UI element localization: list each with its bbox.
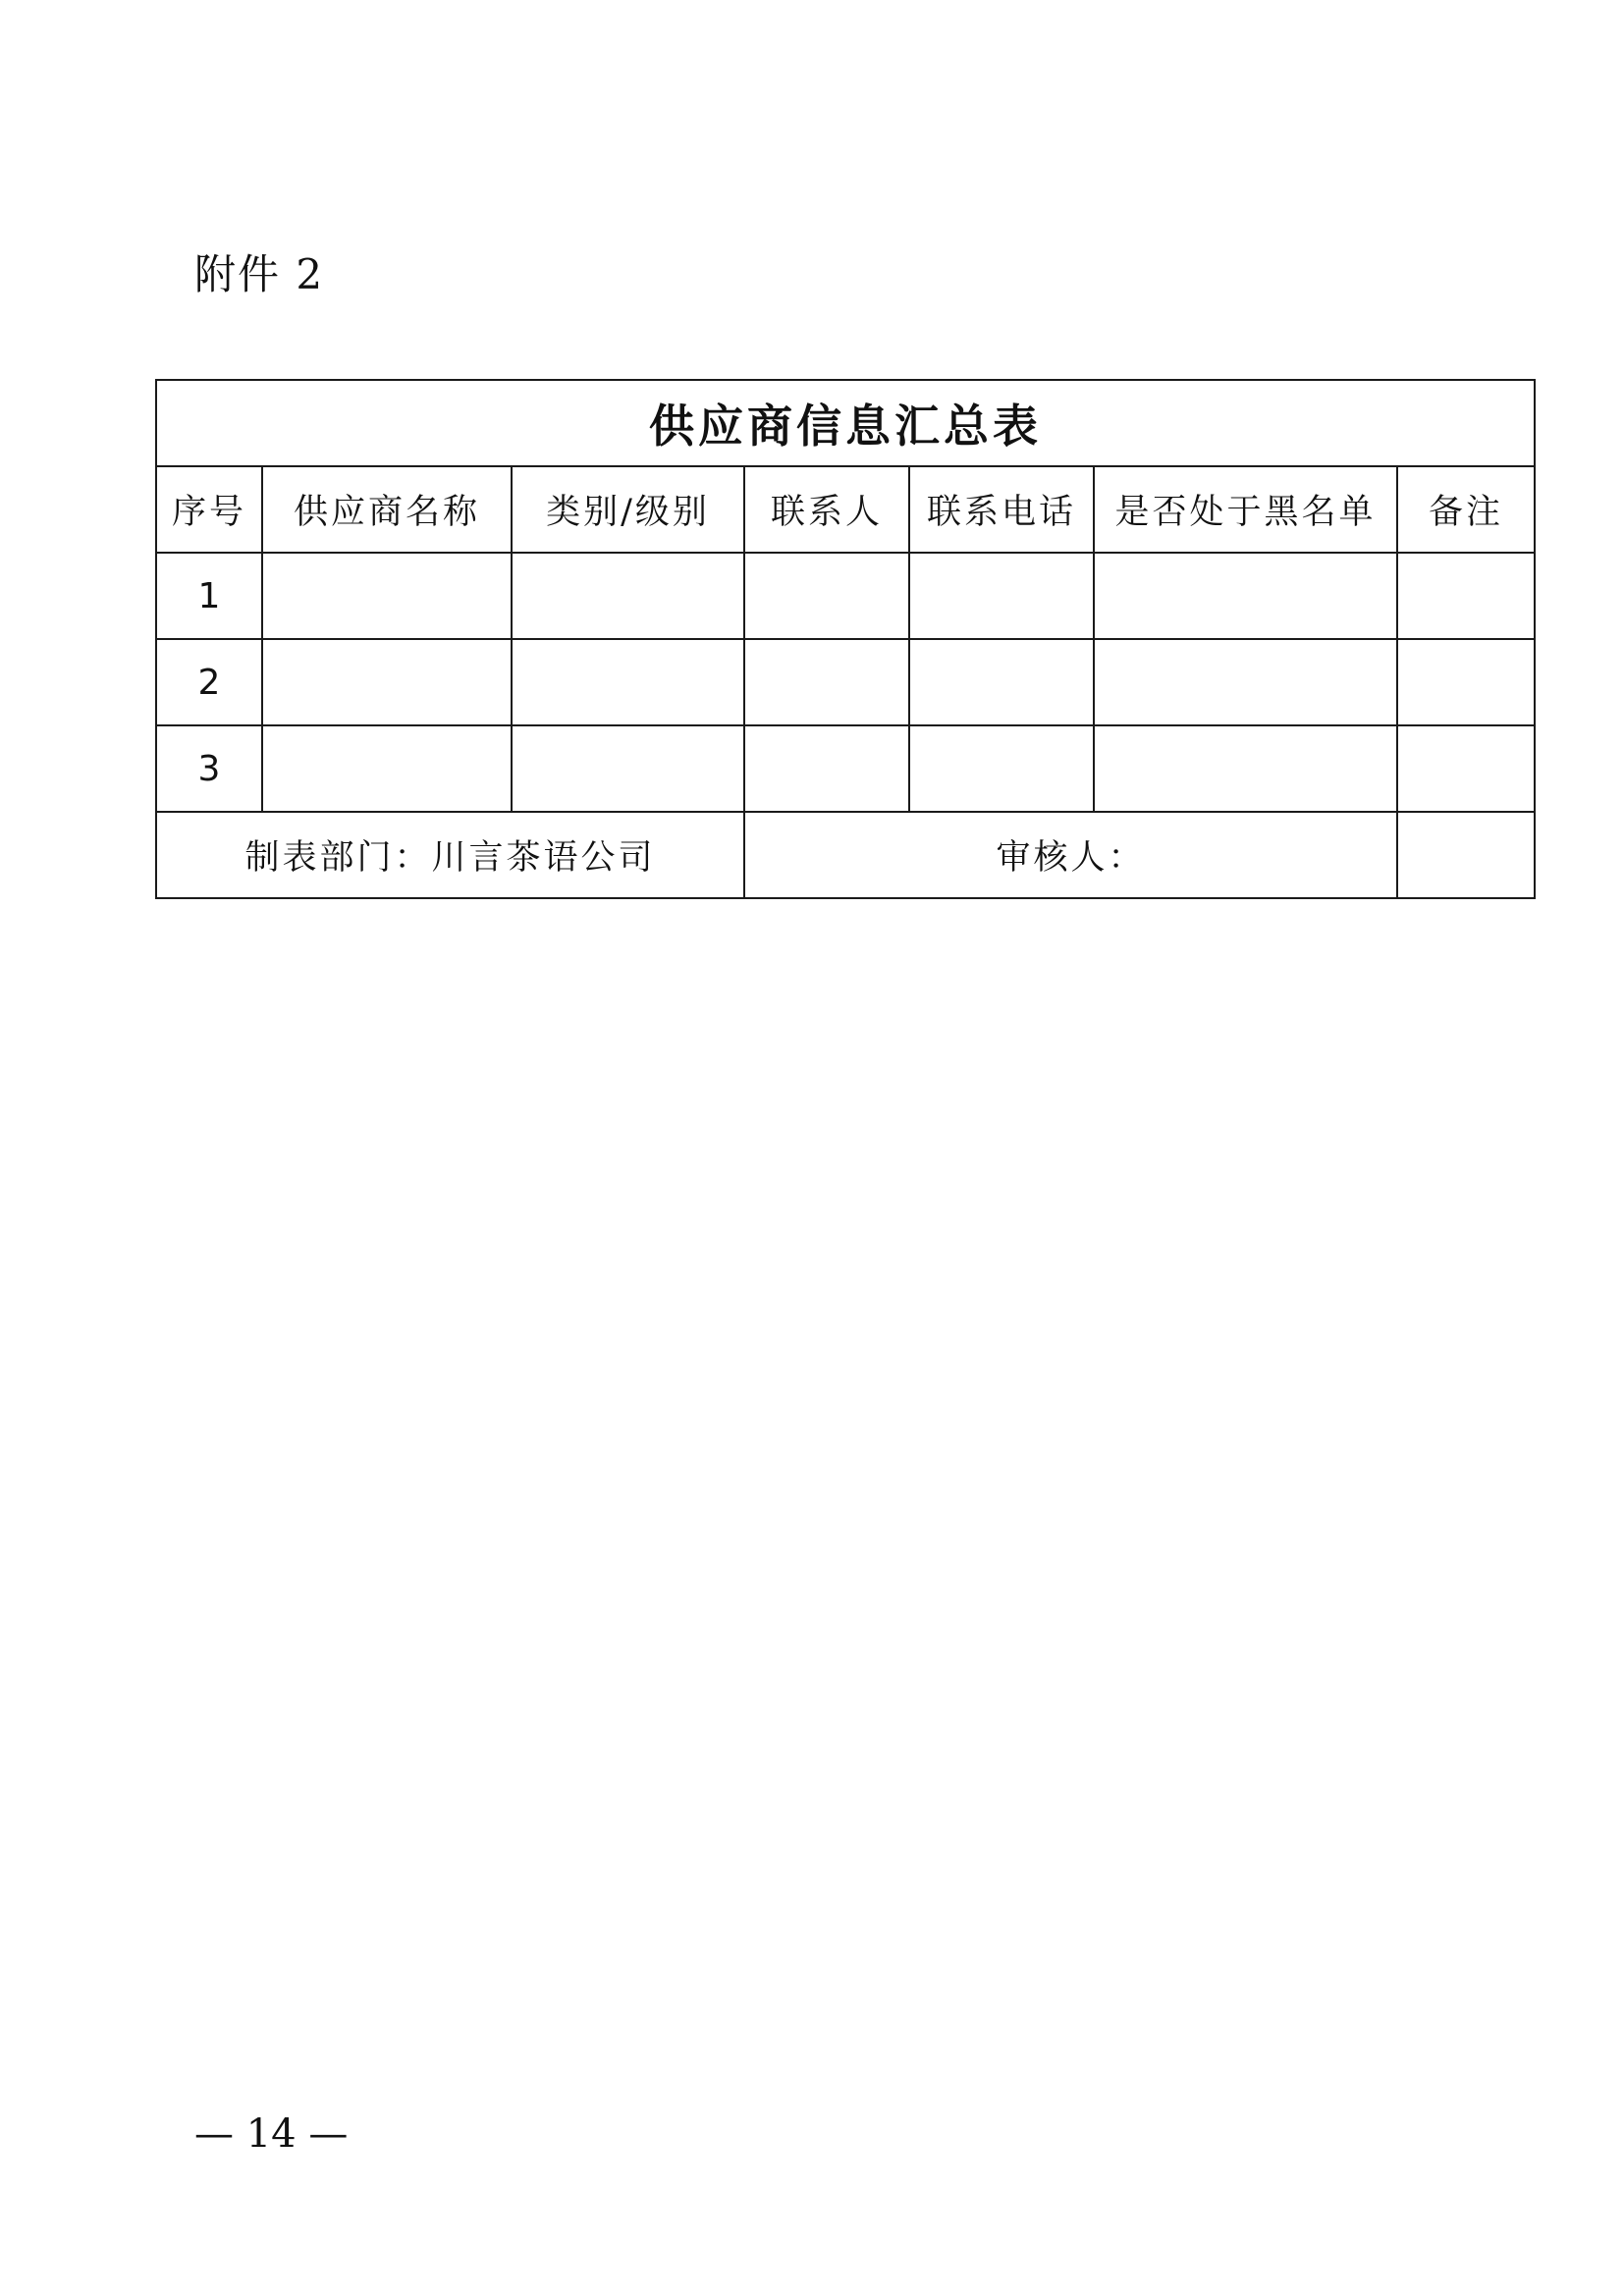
header-supplier-name: 供应商名称	[262, 466, 512, 553]
cell-supplier-name[interactable]	[262, 725, 512, 812]
table-title-row	[156, 380, 1535, 466]
table-title: 供应商信息汇总表	[156, 380, 1535, 466]
cell-remarks[interactable]	[1397, 725, 1535, 812]
cell-category-level[interactable]	[512, 553, 744, 639]
cell-serial-number: 2	[156, 639, 262, 725]
header-blacklist-status: 是否处于黑名单	[1094, 466, 1397, 553]
cell-serial-number: 1	[156, 553, 262, 639]
table-footer-row	[156, 812, 1535, 898]
cell-category-level[interactable]	[512, 639, 744, 725]
cell-remarks[interactable]	[1397, 553, 1535, 639]
attachment-label: 附件 2	[194, 250, 325, 298]
header-remarks: 备注	[1397, 466, 1535, 553]
cell-blacklist-status[interactable]	[1094, 553, 1397, 639]
table-row	[156, 639, 1535, 725]
cell-contact-phone[interactable]	[909, 725, 1094, 812]
footer-extra-cell[interactable]	[1397, 812, 1535, 898]
table-header-row	[156, 466, 1535, 553]
cell-supplier-name[interactable]	[262, 553, 512, 639]
header-category-level: 类别/级别	[512, 466, 744, 553]
cell-contact-person[interactable]	[744, 725, 909, 812]
cell-category-level[interactable]	[512, 725, 744, 812]
page-number: — 14 —	[194, 2111, 349, 2157]
cell-contact-phone[interactable]	[909, 553, 1094, 639]
header-contact-person: 联系人	[744, 466, 909, 553]
cell-contact-person[interactable]	[744, 639, 909, 725]
cell-blacklist-status[interactable]	[1094, 639, 1397, 725]
cell-blacklist-status[interactable]	[1094, 725, 1397, 812]
header-serial-number: 序号	[156, 466, 262, 553]
supplier-summary-table-wrapper	[155, 379, 1534, 899]
supplier-summary-table	[155, 379, 1536, 899]
cell-contact-phone[interactable]	[909, 639, 1094, 725]
cell-contact-person[interactable]	[744, 553, 909, 639]
footer-reviewer: 审核人：	[744, 812, 1397, 898]
cell-supplier-name[interactable]	[262, 639, 512, 725]
footer-department: 制表部门：川言茶语公司	[156, 812, 744, 898]
table-row	[156, 725, 1535, 812]
cell-remarks[interactable]	[1397, 639, 1535, 725]
table-row	[156, 553, 1535, 639]
header-contact-phone: 联系电话	[909, 466, 1094, 553]
cell-serial-number: 3	[156, 725, 262, 812]
